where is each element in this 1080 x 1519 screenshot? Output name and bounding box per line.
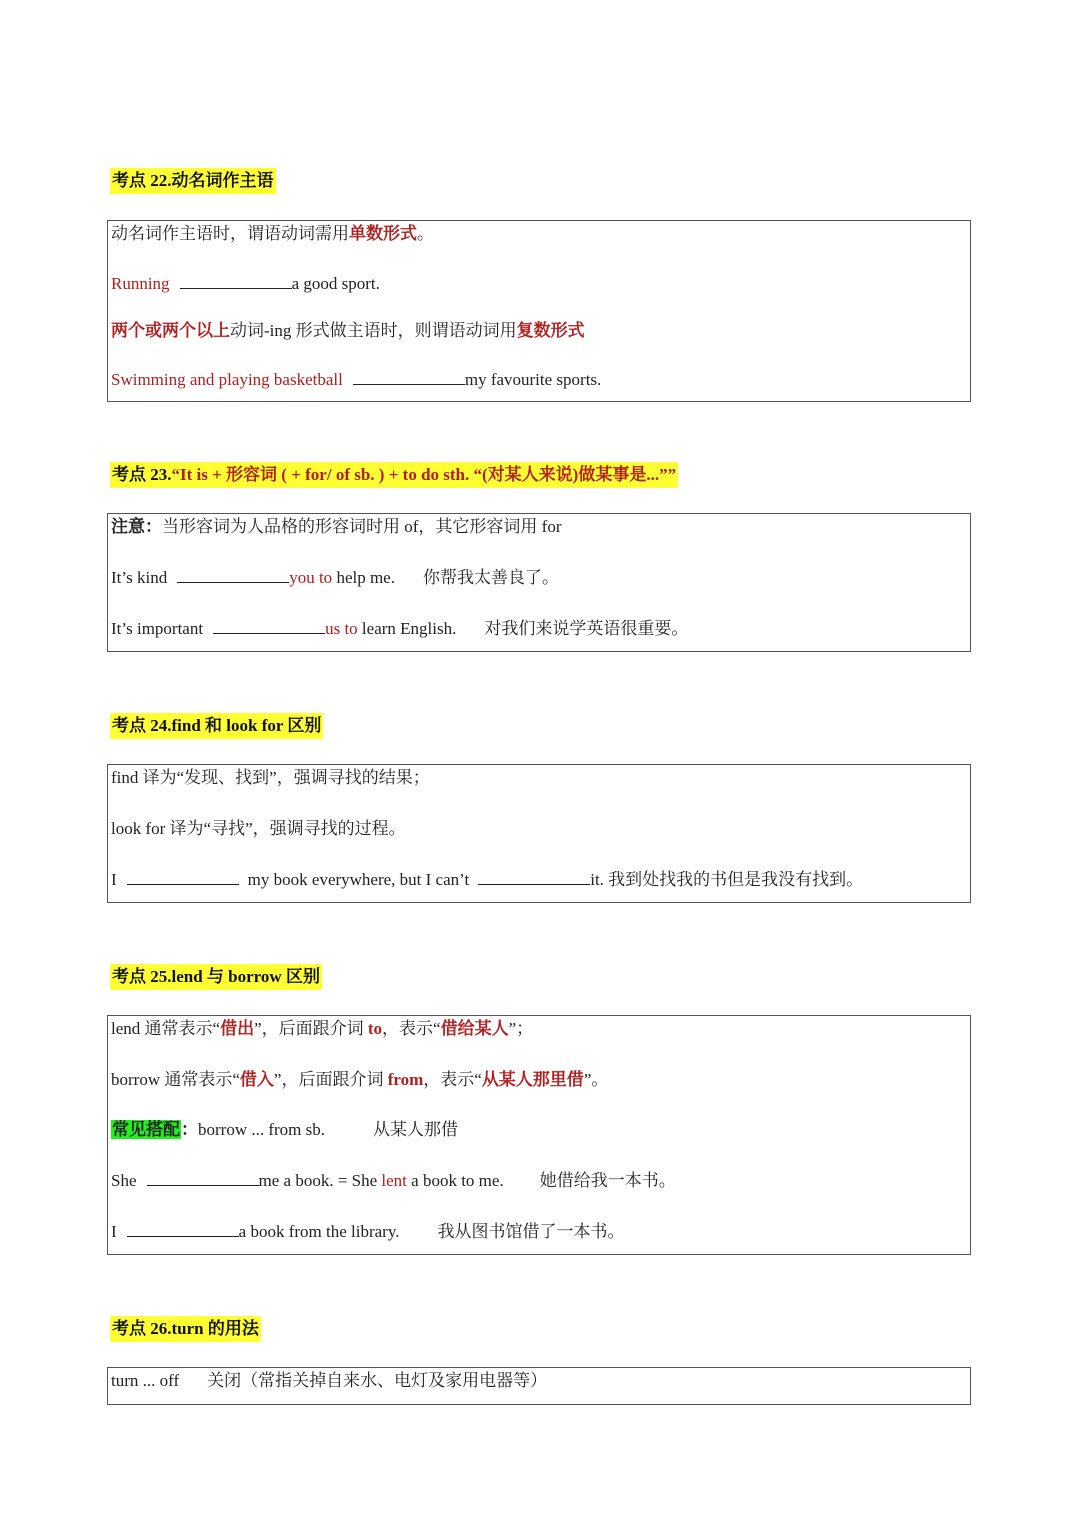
s24-example xyxy=(111,869,863,891)
s24-ex-middle: my book everywhere, but I can’t xyxy=(247,870,470,889)
s24-lookfor-def: look for 译为“寻找”，强调寻找的过程。 xyxy=(111,819,406,838)
s23-note-text: 当形容词为人品格的形容词时用 of，其它形容词用 for xyxy=(162,517,562,536)
s25-lend-def xyxy=(111,1018,533,1040)
s24-blank-1[interactable] xyxy=(127,870,239,885)
s25-r1-f: 借给某人 xyxy=(440,1019,509,1038)
section-23-box xyxy=(107,513,971,652)
s25-r2-b: 借入 xyxy=(239,1070,274,1089)
s25-collocation xyxy=(111,1119,458,1141)
section-25-box xyxy=(107,1015,971,1255)
section-26-box xyxy=(107,1367,971,1405)
s25-example-1 xyxy=(111,1170,676,1192)
s26-phrase: turn ... off xyxy=(111,1371,180,1390)
s25-example-2 xyxy=(111,1221,625,1243)
s22-ex2-rest: my favourite sports. xyxy=(464,370,602,389)
s25-ex1-answer: lent xyxy=(381,1171,407,1190)
s24-blank-2[interactable] xyxy=(478,870,590,885)
s25-r1-e: ，表示“ xyxy=(382,1019,441,1038)
section-24-box xyxy=(107,764,971,903)
s25-ex1-start: She xyxy=(111,1171,137,1190)
s25-r2-e: ，表示“ xyxy=(423,1070,482,1089)
s22-rule-2 xyxy=(111,320,585,342)
s23-ex1-rest: help me. xyxy=(332,568,395,587)
s22-rule-text: 动名词作主语时，谓语动词需用 xyxy=(111,224,349,243)
s23-ex2-start: It’s important xyxy=(111,619,204,638)
s25-r1-b: 借出 xyxy=(220,1019,255,1038)
s22-rule2-highlight-2: 复数形式 xyxy=(516,321,585,340)
s26-turn-off xyxy=(111,1370,547,1392)
s25-ex1-mid: me a book. = She xyxy=(258,1171,382,1190)
s25-ex1-translation: 她借给我一本书。 xyxy=(539,1171,676,1190)
s23-example-2 xyxy=(111,618,688,640)
s25-collocation-phrase: borrow ... from sb. xyxy=(198,1120,326,1139)
s23-blank-2[interactable] xyxy=(213,619,325,634)
s26-meaning: 关闭（常指关掉自来水、电灯及家用电器等） xyxy=(207,1371,548,1390)
s23-ex2-rest: learn English. xyxy=(357,619,457,638)
s25-r1-d: to xyxy=(367,1019,383,1038)
s23-ex1-answer: you to xyxy=(289,568,333,587)
s22-ex2-subject: Swimming and playing basketball xyxy=(111,370,343,389)
s25-borrow-def xyxy=(111,1069,608,1091)
section-25-title: 考点 25.lend 与 borrow 区别 xyxy=(110,964,322,990)
s24-ex-start: I xyxy=(111,870,117,889)
s23-ex2-translation: 对我们来说学英语很重要。 xyxy=(484,619,689,638)
s22-blank-2[interactable] xyxy=(353,370,465,385)
s22-example-2 xyxy=(111,369,601,391)
s25-r2-a: borrow 通常表示“ xyxy=(111,1070,240,1089)
s25-blank-2[interactable] xyxy=(127,1222,239,1237)
s25-collocation-label: 常见搭配 xyxy=(112,1120,180,1139)
s23-ex1-start: It’s kind xyxy=(111,568,168,587)
s24-ex-end: it. 我到处找我的书但是我没有找到。 xyxy=(590,870,864,889)
s23-ex1-translation: 你帮我太善良了。 xyxy=(422,568,559,587)
section-22-title: 考点 22.动名词作主语 xyxy=(110,168,276,194)
s25-blank-1[interactable] xyxy=(147,1171,259,1186)
section-22-box xyxy=(107,220,971,402)
section-23-title xyxy=(110,462,678,488)
section-24-title: 考点 24.find 和 look for 区别 xyxy=(110,713,323,739)
s23-note xyxy=(111,516,561,538)
s25-collocation-colon: ： xyxy=(181,1120,198,1139)
s25-r2-g: ”。 xyxy=(583,1070,609,1089)
s23-title-prefix: 考点 23. xyxy=(112,465,172,484)
s25-r1-c: ”，后面跟介词 xyxy=(254,1019,368,1038)
s25-ex1-rest: a book to me. xyxy=(406,1171,504,1190)
s25-r1-a: lend 通常表示“ xyxy=(111,1019,221,1038)
s25-r2-d: from xyxy=(387,1070,424,1089)
s22-ex1-rest: a good sport. xyxy=(291,274,380,293)
s22-blank-1[interactable] xyxy=(180,274,292,289)
s22-rule-highlight: 单数形式 xyxy=(349,224,417,243)
s25-r1-g: ”； xyxy=(508,1019,534,1038)
s22-rule2-text: 动词-ing 形式做主语时，则谓语动词用 xyxy=(230,321,517,340)
s25-ex2-translation: 我从图书馆借了一本书。 xyxy=(437,1222,625,1241)
s22-rule2-highlight: 两个或两个以上 xyxy=(111,321,230,340)
s22-rule-end: 。 xyxy=(417,224,434,243)
s24-find-def: find 译为“发现、找到”，强调寻找的结果； xyxy=(111,768,430,787)
s22-rule-line xyxy=(111,223,434,245)
s23-title-formula: “It is + 形容词 ( + for/ of sb. ) + to do sth. “(对某人来说)做某事是...”” xyxy=(171,465,677,484)
section-26-title: 考点 26.turn 的用法 xyxy=(110,1316,261,1342)
s25-r2-c: ”，后面跟介词 xyxy=(273,1070,388,1089)
s23-ex2-answer: us to xyxy=(325,619,358,638)
s25-collocation-meaning: 从某人那借 xyxy=(373,1120,459,1139)
s25-ex2-rest: a book from the library. xyxy=(238,1222,400,1241)
s22-ex1-subject: Running xyxy=(111,274,170,293)
s25-ex2-start: I xyxy=(111,1222,117,1241)
s22-example-1 xyxy=(111,273,380,295)
s23-note-label: 注意： xyxy=(111,517,162,536)
s25-r2-f: 从某人那里借 xyxy=(481,1070,584,1089)
s23-blank-1[interactable] xyxy=(177,568,289,583)
s23-example-1 xyxy=(111,567,559,589)
